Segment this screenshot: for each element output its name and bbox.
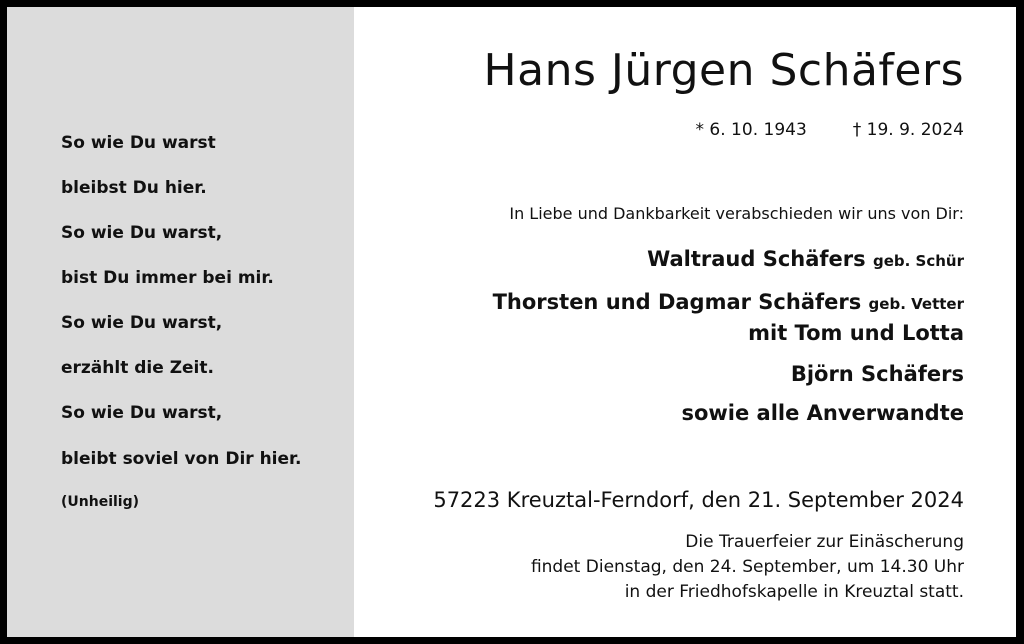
mourner-name: Waltraud Schäfers bbox=[647, 247, 866, 271]
mourner-line bbox=[493, 290, 964, 314]
mourner-line: Björn Schäfers bbox=[790, 362, 964, 386]
place-and-date: 57223 Kreuztal-Ferndorf, den 21. September 2024 bbox=[433, 488, 964, 512]
mourner-name: Thorsten und Dagmar Schäfers bbox=[492, 290, 862, 314]
maiden-name: geb. Schür bbox=[872, 252, 964, 270]
life-dates bbox=[696, 120, 964, 140]
poem-line: erzählt die Zeit. bbox=[61, 358, 214, 378]
death-date: † 19. 9. 2024 bbox=[852, 120, 964, 140]
poem-line: So wie Du warst, bbox=[61, 223, 223, 243]
poem-line: bist Du immer bei mir. bbox=[61, 268, 274, 288]
poem-line: So wie Du warst bbox=[61, 133, 216, 153]
mourner-line bbox=[647, 247, 964, 271]
service-notice-line: in der Friedhofskapelle in Kreuztal statt. bbox=[624, 582, 964, 602]
maiden-name: geb. Vetter bbox=[868, 295, 964, 313]
obituary-card bbox=[7, 7, 1016, 637]
poem-panel bbox=[7, 7, 354, 637]
poem-source: (Unheilig) bbox=[61, 494, 140, 510]
service-notice-line: findet Dienstag, den 24. September, um 14.30 Uhr bbox=[530, 557, 964, 577]
service-notice-line: Die Trauerfeier zur Einäscherung bbox=[685, 532, 964, 552]
poem-line: So wie Du warst, bbox=[61, 313, 223, 333]
farewell-intro: In Liebe und Dankbarkeit verabschieden wir uns von Dir: bbox=[509, 204, 964, 223]
mourner-line: mit Tom und Lotta bbox=[748, 321, 964, 345]
birth-date: * 6. 10. 1943 bbox=[695, 120, 807, 140]
announcement-panel bbox=[354, 7, 1016, 637]
deceased-name: Hans Jürgen Schäfers bbox=[483, 45, 964, 96]
poem-line: So wie Du warst, bbox=[61, 403, 223, 423]
poem-line: bleibst Du hier. bbox=[61, 178, 207, 198]
poem-line: bleibt soviel von Dir hier. bbox=[61, 449, 302, 469]
mourner-line: sowie alle Anverwandte bbox=[681, 401, 964, 425]
